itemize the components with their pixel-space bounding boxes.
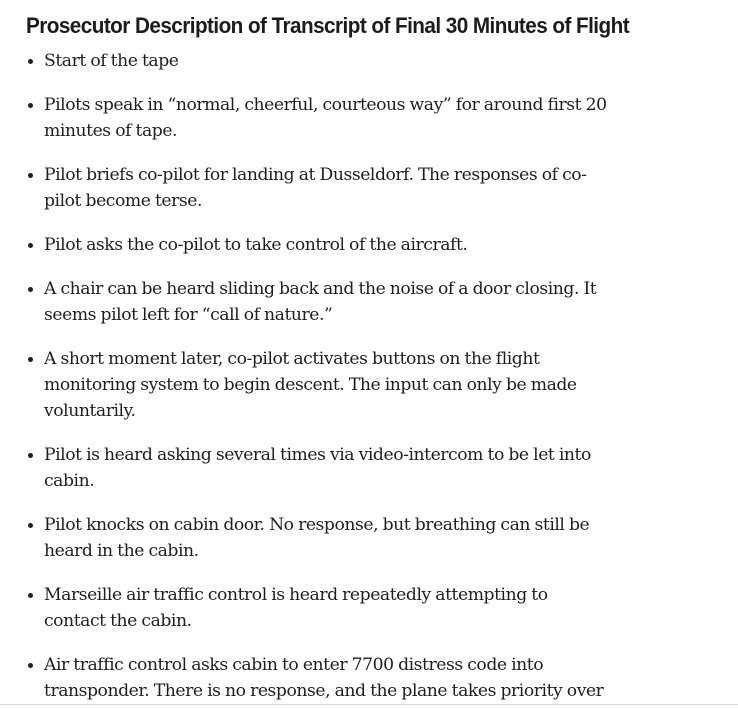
list-item-text: Pilot is heard asking several times via video-intercom to be let into cabin. xyxy=(44,445,591,491)
list-item-text: Pilot briefs co-pilot for landing at Dusseldorf. The responses of co- pilot become terse. xyxy=(44,165,587,211)
bottom-divider xyxy=(0,704,738,705)
bullet-dot-icon xyxy=(28,243,33,248)
list-item-text: Air traffic control asks cabin to enter 7700 distress code into transponder. There is no response, and the plane takes priority over xyxy=(44,655,604,701)
bullet-dot-icon xyxy=(28,357,33,362)
bullet-dot-icon xyxy=(28,663,33,668)
bullet-dot-icon xyxy=(28,523,33,528)
list-item-text: Start of the tape xyxy=(44,51,179,71)
bullet-dot-icon xyxy=(28,59,33,64)
list-item-text: Marseille air traffic control is heard repeatedly attempting to contact the cabin. xyxy=(44,585,548,631)
bullet-dot-icon xyxy=(28,287,33,292)
page-title: Prosecutor Description of Transcript of Final 30 Minutes of Flight xyxy=(26,13,630,38)
bullet-dot-icon xyxy=(28,593,33,598)
bullet-dot-icon xyxy=(28,103,33,108)
list-item-text: Pilot asks the co-pilot to take control of the aircraft. xyxy=(44,235,468,255)
list-item-text: Pilots speak in “normal, cheerful, courteous way” for around first 20 minutes of tape. xyxy=(44,95,607,141)
list-item-text: Pilot knocks on cabin door. No response, but breathing can still be heard in the cabin. xyxy=(44,515,590,561)
bullet-dot-icon xyxy=(28,453,33,458)
list-item-text: A short moment later, co-pilot activates buttons on the flight monitoring system to begin descent. The input can only be made voluntarily. xyxy=(44,349,577,421)
list-item-text: A chair can be heard sliding back and the noise of a door closing. It seems pilot left for “call of nature.” xyxy=(44,279,597,325)
bullet-dot-icon xyxy=(28,173,33,178)
